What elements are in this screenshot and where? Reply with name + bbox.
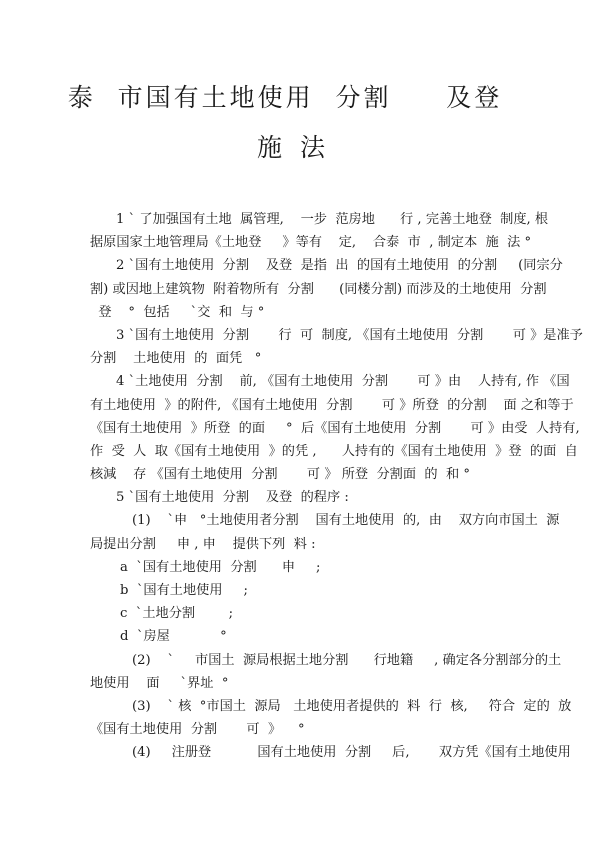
text-line: 有土地使用 》的附件, 《国有土地使用 分割 可 》所登 的分割 面 之和等于 [90,397,574,413]
text-line: c `土地分割 ; [120,606,234,622]
text-line: 割) 或因地上建筑物 附着物所有 分割 (同楼分割) 而涉及的土地使用 分割 [90,281,547,297]
text-line: 4 `土地使用 分割 前, 《国有土地使用 分割 可 》由 人持有, 作 《国 [116,374,570,390]
text-line: 地使用 面 `界址 ° [90,675,229,691]
document-title-line1: 泰 市国有土地使用 分割 及登 [67,83,503,112]
document-body [90,208,583,765]
text-line: 据原国家土地管理局《土地登 》等有 定, 合泰 市 , 制定本 施 法 ° [90,235,532,251]
text-line: (4) 注册登 国有土地使用 分割 后, 双方凭《国有土地使用 [132,745,571,761]
text-line: 《国有土地使用 》所登 的面 ° 后《国有土地使用 分割 可 》由受 人持有, [90,420,580,436]
document-title-line2: 施法 [256,133,343,162]
text-line: 2 `国有土地使用 分割 及登 是指 出 的国有土地使用 的分割 (同宗分 [116,258,563,274]
text-line: a `国有土地使用 分割 申 ; [120,559,321,575]
text-line: 核減 存 《国有土地使用 分割 可 》 所登 分割面 的 和 ° [90,467,470,483]
text-line: (1) `申 °土地使用者分割 国有土地使用 的, 由 双方向市国土 源 [132,513,560,529]
text-line: (2) ` 市国土 源局根据土地分割 行地籍 , 确定各分割部分的土 [132,652,562,668]
text-line: 分割 土地使用 的 面凭 ° [90,351,262,367]
text-line: 《国有土地使用 分割 可 》 ° [90,722,305,738]
text-line: 局提出分割 申 , 申 提供下列 料 : [90,536,316,552]
text-line: 登 ° 包括 `交 和 与 ° [90,304,265,320]
text-line: 5 `国有土地使用 分割 及登 的程序 : [116,490,349,506]
text-line: b `国有土地使用 ; [120,583,248,598]
text-line: 3 `国有土地使用 分割 行 可 制度, 《国有土地使用 分割 可 》是准予 [116,327,583,343]
text-line: d `房屋 ° [120,629,227,645]
text-line: 1 ` 了加强国有土地 属管理, 一步 范房地 行 , 完善土地登 制度, 根 [116,212,549,227]
text-line: 作 受 人 取《国有土地使用 》的凭 , 人持有的《国有土地使用 》登 的面 自 [90,443,578,459]
text-line: (3) ` 核 °市国土 源局 土地使用者提供的 料 行 核, 符合 定的 放 [132,698,572,714]
